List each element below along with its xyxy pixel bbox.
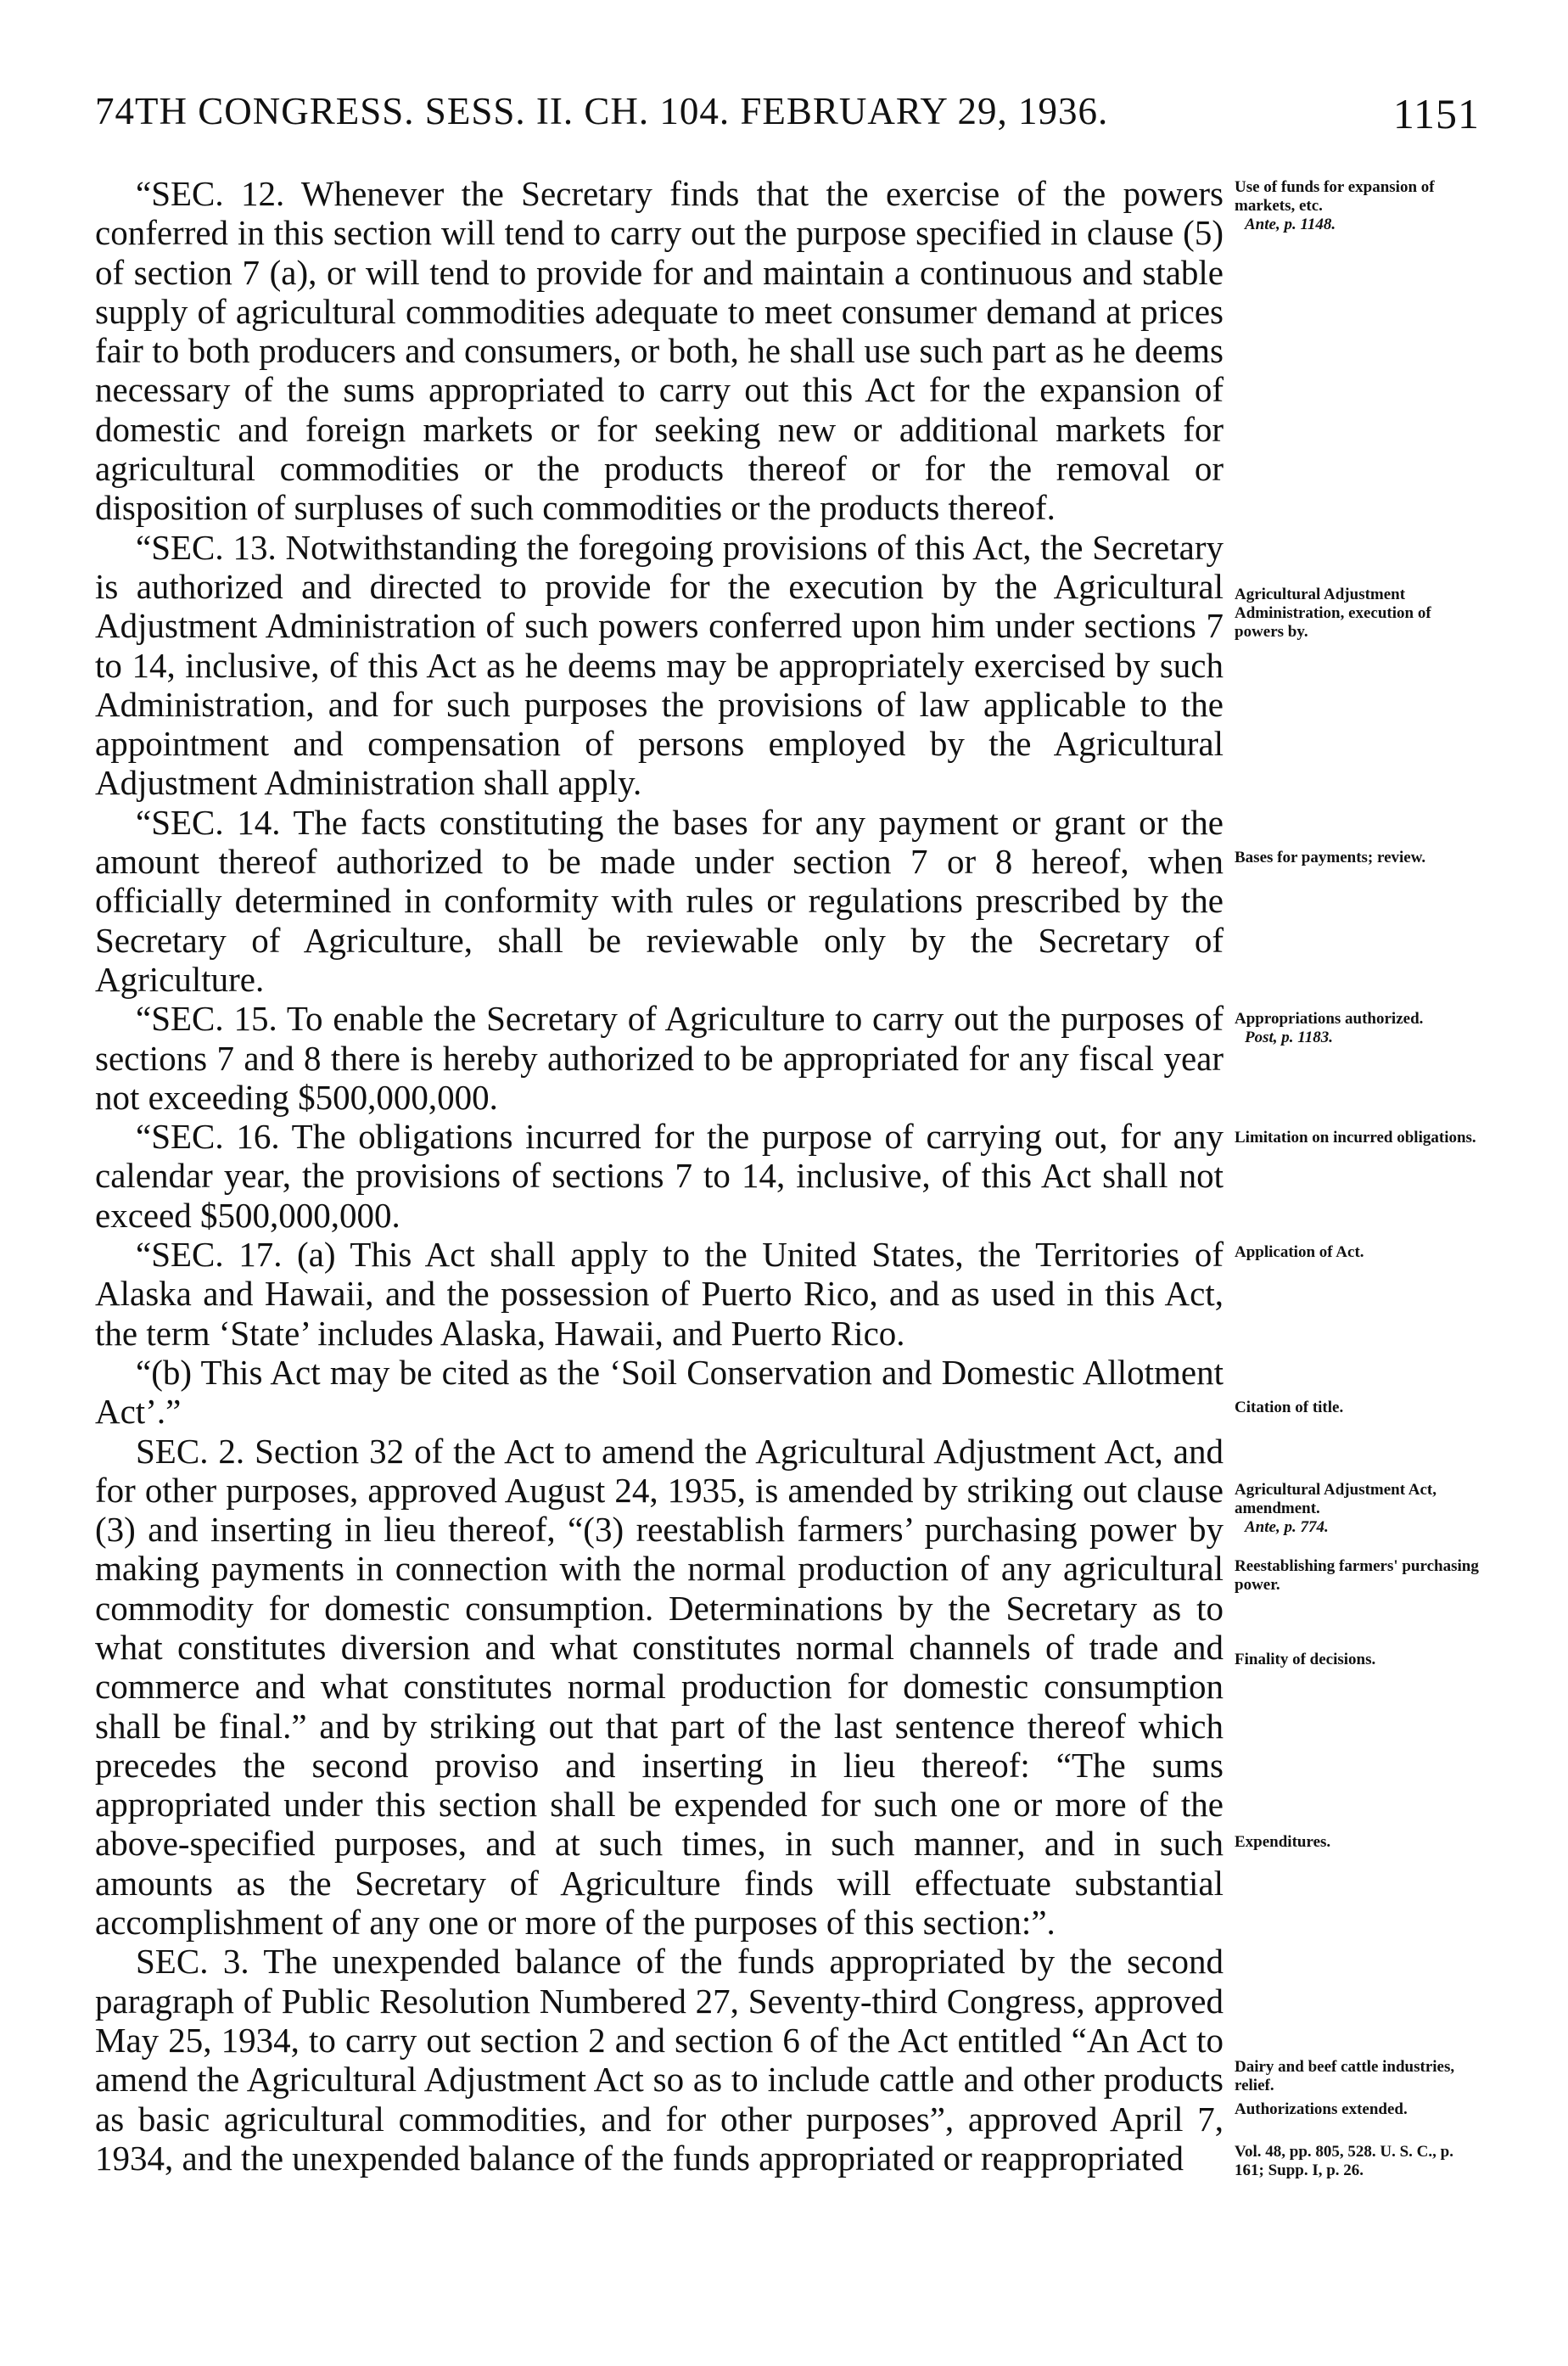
margin-note <box>1235 1129 1481 1147</box>
margin-note <box>1235 1243 1481 1262</box>
margin-note-text: Agricultural Adjustment Act, amendment. <box>1235 1481 1437 1517</box>
margin-note <box>1235 849 1481 867</box>
paragraph-sec-2: SEC. 2. Section 32 of the Act to amend the Agricultural Adjustment Act, and for other purposes, approved August 24, 1935, is amended by striking out clause (3) and inserting in lieu thereof, “(3) reestablish farmers’ purchasing power by making payments in connection with the normal production of any agricultural commodity for domestic consumption. Determinations by the Secretary as to what constitutes diversion and what constitutes normal channels of trade and commerce and what constitutes normal production for domestic consumption shall be final.” and by striking out that part of the last sentence thereof which precedes the second proviso and inserting in lieu thereof: “The sums appropriated under this section shall be expended for such one or more of the above-specified purposes, and at such times, in such manner, and in such amounts as the Secretary of Agriculture finds will effectuate substantial accomplishment of any one or more of the purposes of this section:”. <box>95 1431 1224 1943</box>
paragraph-sec-3: SEC. 3. The unexpended balance of the funds appropriated by the second paragraph of Public Resolution Numbered 27, Seventy-third Congress, approved May 25, 1934, to carry out section 2 and section 6 of the Act entitled “An Act to amend the Agricultural Adjustment Act so as to include cattle and other products as basic agricultural commodities, and for other purposes”, approved April 7, 1934, and the unexpended balance of the funds appropriated or reappropriated <box>95 1942 1224 2178</box>
margin-note-text: Agricultural Adjustment Administration, execution of powers by. <box>1235 586 1431 641</box>
paragraph-sec-12: “SEC. 12. Whenever the Secretary finds that the exercise of the powers conferred in this section will tend to carry out the purpose specified in clause (5) of section 7 (a), or will tend to provide for and maintain a continuous and stable supply of agricultural commodities adequate to meet consumer demand at prices fair to both producers and consumers, or both, he shall use such part as he deems necessary of the sums appropriated to carry out this Act for the expansion of domestic and foreign markets or for seeking new or additional markets for agricultural commodities or the products thereof or for the removal or disposition of surpluses of such commodities or the products thereof. <box>95 174 1224 528</box>
body-text <box>95 174 1224 2178</box>
margin-note <box>1235 2100 1481 2119</box>
margin-note-text: Expenditures. <box>1235 1833 1331 1851</box>
paragraph-sec-13: “SEC. 13. Notwithstanding the foregoing provisions of this Act, the Secretary is authorized and directed to provide for the execution by the Agricultural Adjustment Administration of such powers conferred upon him under sections 7 to 14, inclusive, of this Act as he deems may be appropriately exercised by such Administration, and for such purposes the provisions of law applicable to the appointment and compensation of persons employed by the Agricultural Adjustment Administration shall apply. <box>95 527 1224 803</box>
header-title: 74TH CONGRESS. SESS. II. CH. 104. FEBRUARY 29, 1936. <box>95 90 1109 132</box>
margin-note <box>1235 586 1481 642</box>
margin-note-text: Bases for payments; review. <box>1235 849 1426 866</box>
margin-note <box>1235 178 1481 234</box>
margin-note-text: Use of funds for expansion of markets, etc. <box>1235 178 1435 215</box>
margin-note-text: Limitation on incurred obligations. <box>1235 1129 1476 1147</box>
margin-note-ref: Post, p. 1183. <box>1245 1029 1333 1046</box>
margin-note <box>1235 2143 1481 2180</box>
margin-note <box>1235 1481 1481 1537</box>
paragraph-sec-16: “SEC. 16. The obligations incurred for the purpose of carrying out, for any calendar year, the provisions of sections 7 to 14, inclusive, of this Act shall not exceed $500,000,000. <box>95 1117 1224 1235</box>
margin-note-text: Finality of decisions. <box>1235 1651 1376 1668</box>
margin-note-text: Vol. 48, pp. 805, 528. U. S. C., p. 161; Supp. I, p. 26. <box>1235 2143 1453 2179</box>
margin-note-text: Authorizations extended. <box>1235 2100 1408 2118</box>
margin-note-text: Appropriations authorized. <box>1235 1010 1424 1028</box>
paragraph-sec-17a: “SEC. 17. (a) This Act shall apply to the United States, the Territories of Alaska and Hawaii, and the possession of Puerto Rico, and as used in this Act, the term ‘State’ includes Alaska, Hawaii, and Puerto Rico. <box>95 1235 1224 1353</box>
margin-note <box>1235 1833 1481 1852</box>
margin-note-text: Reestablishing farmers' purchasing power. <box>1235 1557 1479 1594</box>
paragraph-sec-17b: “(b) This Act may be cited as the ‘Soil Conservation and Domestic Allotment Act’.” <box>95 1352 1224 1432</box>
margin-note <box>1235 1557 1481 1595</box>
margin-note-text: Citation of title. <box>1235 1399 1344 1416</box>
margin-note <box>1235 1399 1481 1417</box>
paragraph-sec-15: “SEC. 15. To enable the Secretary of Agriculture to carry out the purposes of sections 7 and 8 there is hereby authorized to be appropriated for any fiscal year not exceeding $500,000,000. <box>95 999 1224 1117</box>
margin-note-text: Application of Act. <box>1235 1243 1364 1261</box>
paragraph-sec-14: “SEC. 14. The facts constituting the bases for any payment or grant or the amount thereof authorized to be made under section 7 or 8 hereof, when officially determined in conformity with rules or regulations prescribed by the Secretary of Agriculture, shall be reviewable only by the Secretary of Agriculture. <box>95 802 1224 999</box>
margin-note <box>1235 1651 1481 1669</box>
margin-note <box>1235 2058 1481 2095</box>
margin-note-ref: Ante, p. 1148. <box>1245 216 1336 233</box>
margin-note-text: Dairy and beef cattle industries, relief. <box>1235 2058 1455 2094</box>
margin-note <box>1235 1010 1481 1047</box>
running-header <box>95 89 1480 140</box>
margin-note-ref: Ante, p. 774. <box>1245 1518 1329 1536</box>
page-number: 1151 <box>1392 90 1480 137</box>
